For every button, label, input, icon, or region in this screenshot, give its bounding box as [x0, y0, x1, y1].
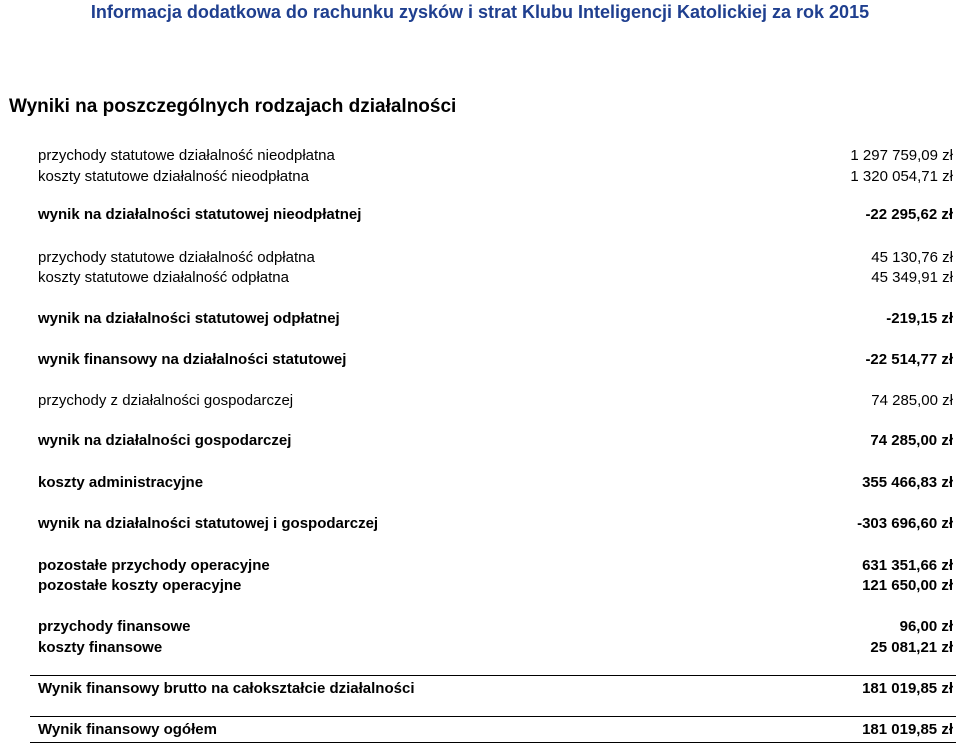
row-amount: 45 349,91 zł: [871, 269, 953, 286]
row-nieodplatna-revenue: [0, 146, 960, 166]
row-label: przychody z działalności gospodarczej: [38, 392, 294, 409]
row-odplatna-revenue: [0, 248, 960, 268]
row-amount: -303 696,60 zł: [857, 515, 953, 532]
row-label: koszty finansowe: [38, 639, 163, 656]
row-other-operating-revenue: [0, 556, 960, 576]
row-amount: 25 081,21 zł: [870, 639, 953, 656]
row-amount: 121 650,00 zł: [862, 577, 953, 594]
row-amount: 96,00 zł: [899, 618, 953, 635]
row-amount: 74 285,00 zł: [870, 432, 953, 449]
row-business-result: [0, 431, 960, 451]
row-amount: -22 295,62 zł: [865, 206, 953, 223]
row-nieodplatna-costs: [0, 167, 960, 187]
row-amount: 181 019,85 zł: [862, 680, 953, 697]
row-other-operating-costs: [0, 576, 960, 596]
row-financial-revenue: [0, 617, 960, 637]
row-amount: -219,15 zł: [886, 310, 953, 327]
row-label: przychody finansowe: [38, 618, 191, 635]
section-heading: Wyniki na poszczególnych rodzajach działalności: [9, 96, 457, 117]
row-label: koszty administracyjne: [38, 474, 204, 491]
divider-line: [30, 716, 956, 717]
row-amount: 631 351,66 zł: [862, 557, 953, 574]
row-amount: 74 285,00 zł: [871, 392, 953, 409]
divider-line: [30, 742, 956, 743]
row-label: Wynik finansowy ogółem: [38, 721, 217, 738]
row-amount: 181 019,85 zł: [862, 721, 953, 738]
row-label: pozostałe przychody operacyjne: [38, 557, 270, 574]
row-label: wynik na działalności statutowej odpłatnej: [38, 310, 340, 327]
row-statutory-and-business-result: [0, 514, 960, 534]
row-label: koszty statutowe działalność nieodpłatna: [38, 168, 309, 185]
row-label: Wynik finansowy brutto na całokształcie działalności: [38, 680, 415, 697]
row-amount: 1 320 054,71 zł: [850, 168, 953, 185]
row-total-result: [0, 720, 960, 740]
row-amount: 1 297 759,09 zł: [850, 147, 953, 164]
row-label: wynik finansowy na działalności statutowej: [38, 351, 347, 368]
row-administrative-costs: [0, 473, 960, 493]
row-label: wynik na działalności statutowej i gospodarczej: [38, 515, 379, 532]
row-business-revenue: [0, 391, 960, 411]
row-odplatna-costs: [0, 268, 960, 288]
row-odplatna-result: [0, 309, 960, 329]
row-amount: 355 466,83 zł: [862, 474, 953, 491]
row-amount: 45 130,76 zł: [871, 249, 953, 266]
row-label: wynik na działalności gospodarczej: [38, 432, 292, 449]
row-amount: -22 514,77 zł: [865, 351, 953, 368]
row-label: wynik na działalności statutowej nieodpłatnej: [38, 206, 362, 223]
row-label: przychody statutowe działalność odpłatna: [38, 249, 315, 266]
row-financial-costs: [0, 638, 960, 658]
row-label: przychody statutowe działalność nieodpłatna: [38, 147, 335, 164]
row-label: pozostałe koszty operacyjne: [38, 577, 242, 594]
row-label: koszty statutowe działalność odpłatna: [38, 269, 289, 286]
row-nieodplatna-result: [0, 205, 960, 225]
row-gross-result: [0, 679, 960, 699]
row-statutory-financial-result: [0, 350, 960, 370]
divider-line: [30, 675, 956, 676]
document-title: Informacja dodatkowa do rachunku zysków i strat Klubu Inteligencji Katolickiej za rok 2015: [90, 2, 870, 22]
